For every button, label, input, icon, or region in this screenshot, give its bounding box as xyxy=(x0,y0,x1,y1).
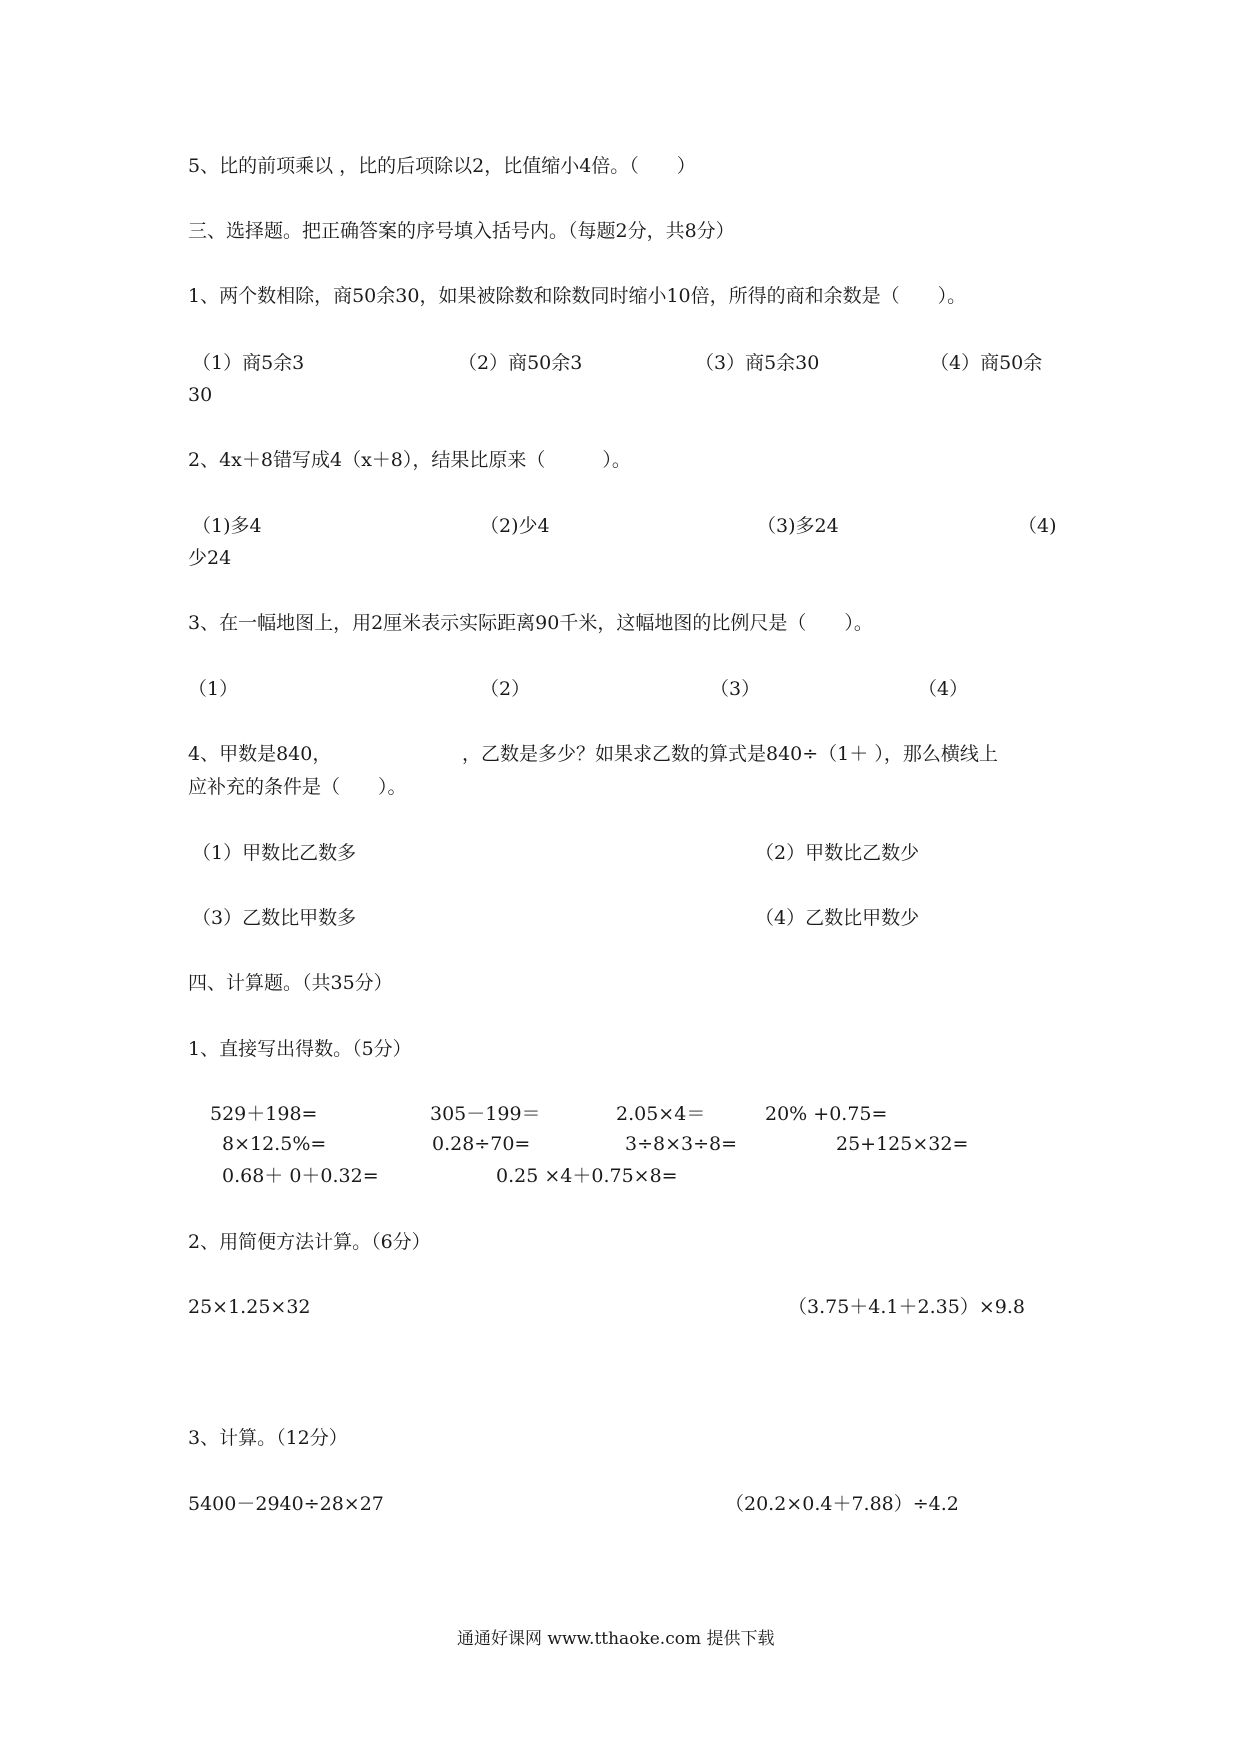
question-4-2-expression-1: 25×1.25×32 xyxy=(188,1296,311,1318)
question-3-2-stem: 2、4x＋8错写成4（x＋8），结果比原来（ ）。 xyxy=(188,449,631,471)
question-3-2-option-1: （1)多4 xyxy=(192,515,262,537)
question-3-2-option-3: （3)多24 xyxy=(757,515,839,537)
question-3-2-option-2: （2)少4 xyxy=(480,515,550,537)
question-4-3-expression-2: （20.2×0.4＋7.88）÷4.2 xyxy=(725,1493,959,1515)
mental-math-item: 25+125×32= xyxy=(836,1133,969,1155)
question-3-3-option-1: （1） xyxy=(188,678,239,700)
question-3-4-option-1: （1）甲数比乙数多 xyxy=(192,842,357,864)
question-3-1-option-2: （2）商50余3 xyxy=(458,352,583,374)
question-3-4-stem-end: 应补充的条件是（ ）。 xyxy=(188,776,407,798)
mental-math-item: 0.68＋ 0＋0.32= xyxy=(222,1165,379,1187)
question-3-3-option-4: （4） xyxy=(918,678,969,700)
question-4-2-title: 2、用简便方法计算。（6分） xyxy=(188,1231,431,1253)
question-4-1-title: 1、直接写出得数。（5分） xyxy=(188,1038,412,1060)
section-3-title: 三、选择题。把正确答案的序号填入括号内。（每题2分，共8分） xyxy=(188,220,735,242)
mental-math-item: 0.25 ×4＋0.75×8= xyxy=(496,1165,678,1187)
question-3-1-option-3: （3）商5余30 xyxy=(695,352,820,374)
mental-math-item: 3÷8×3÷8= xyxy=(625,1133,738,1155)
section-4-title: 四、计算题。（共35分） xyxy=(188,972,393,994)
mental-math-item: 0.28÷70= xyxy=(432,1133,531,1155)
question-4-3-expression-1: 5400－2940÷28×27 xyxy=(188,1493,384,1515)
question-3-4-stem-start: 4、甲数是840， xyxy=(188,743,332,765)
question-3-4-option-3: （3）乙数比甲数多 xyxy=(192,907,357,929)
mental-math-item: 529＋198= xyxy=(210,1103,318,1125)
question-3-4-option-4: （4）乙数比甲数少 xyxy=(755,907,920,929)
mental-math-item: 20% +0.75= xyxy=(765,1103,888,1125)
question-4-2-expression-2: （3.75＋4.1＋2.35）×9.8 xyxy=(788,1296,1025,1318)
mental-math-item: 305－199＝ xyxy=(430,1103,541,1125)
question-3-3-option-3: （3） xyxy=(710,678,761,700)
mental-math-item: 2.05×4＝ xyxy=(616,1103,706,1125)
question-3-2-option-4: （4) xyxy=(1018,515,1057,537)
question-3-3-option-2: （2） xyxy=(480,678,531,700)
footer-download-note: 通通好课网 www.tthaoke.com 提供下载 xyxy=(457,1629,775,1649)
question-3-3-stem: 3、在一幅地图上，用2厘米表示实际距离90千米，这幅地图的比例尺是（ ）。 xyxy=(188,612,873,634)
question-3-1-option-4: （4）商50余 xyxy=(930,352,1043,374)
question-2-5: 5、比的前项乘以 ，比的后项除以2，比值缩小4倍。（ ） xyxy=(188,155,696,177)
question-3-1-option-1: （1）商5余3 xyxy=(192,352,305,374)
question-3-2-option-4-wrap: 少24 xyxy=(188,547,232,569)
question-4-3-title: 3、计算。（12分） xyxy=(188,1427,348,1449)
question-3-4-option-2: （2）甲数比乙数少 xyxy=(755,842,920,864)
question-3-4-stem-middle: ，乙数是多少？如果求乙数的算式是840÷（1＋ ），那么横线上 xyxy=(462,743,998,765)
question-3-1-option-4-wrap: 30 xyxy=(188,384,213,406)
question-3-1-stem: 1、两个数相除，商50余30，如果被除数和除数同时缩小10倍，所得的商和余数是（ ）。 xyxy=(188,285,967,307)
mental-math-item: 8×12.5%= xyxy=(222,1133,327,1155)
